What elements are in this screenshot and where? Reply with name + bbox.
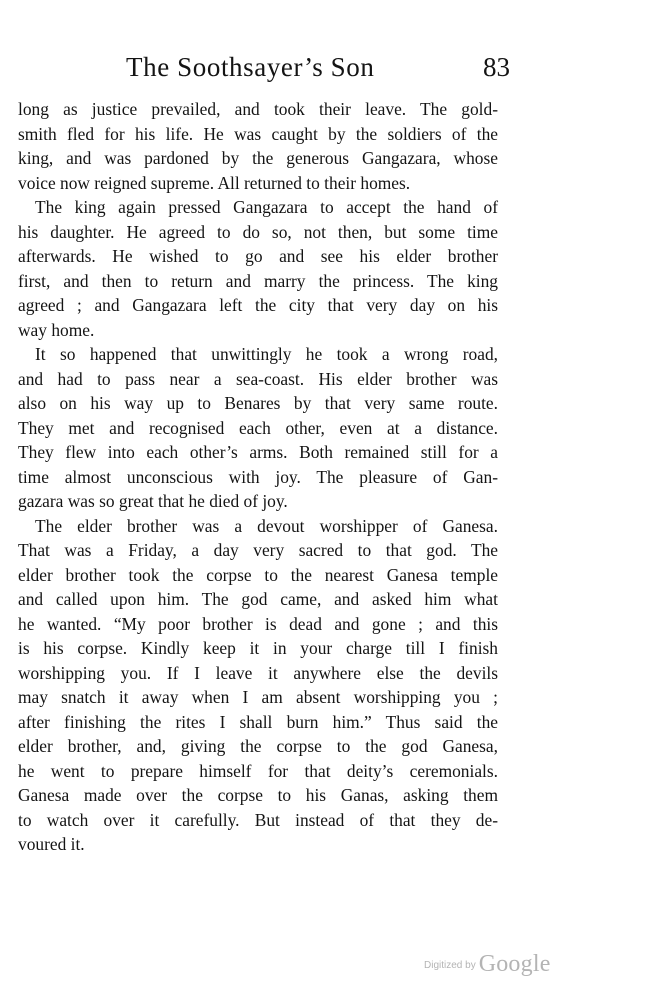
text-line: The elder brother was a devout worshipper of Ganesa. bbox=[35, 515, 498, 536]
page-number: 83 bbox=[483, 52, 510, 82]
running-head bbox=[18, 52, 510, 92]
text-line: after finishing the rites I shall burn him.” Thus said the bbox=[18, 711, 498, 732]
text-line: Ganesa made over the corpse to his Ganas, asking them bbox=[18, 785, 498, 805]
text-line: elder brother, and, giving the corpse to the god Ganesa, bbox=[18, 736, 498, 756]
body-text bbox=[18, 97, 498, 857]
text-line: It so happened that unwittingly he took a wrong road, bbox=[35, 344, 498, 364]
digitized-by-google-watermark bbox=[424, 951, 551, 978]
text-line: The king again pressed Gangazara to accept the hand of bbox=[35, 197, 498, 217]
text-line: he went to prepare himself for that deity’s ceremonials. bbox=[18, 760, 498, 781]
text-line: worshipping you. If I leave it anywhere else the devils bbox=[18, 662, 498, 683]
text-line: They flew into each other’s arms. Both remained still for a bbox=[18, 442, 498, 462]
text-line: to watch over it carefully. But instead of that they de- bbox=[18, 809, 498, 830]
text-line: voured it. bbox=[18, 834, 85, 854]
text-line: They met and recognised each other, even at a distance. bbox=[18, 417, 498, 438]
running-title: The Soothsayer’s Son bbox=[126, 52, 375, 82]
text-line: long as justice prevailed, and took their leave. The gold- bbox=[18, 99, 498, 119]
text-line: agreed ; and Gangazara left the city that very day on his bbox=[18, 295, 498, 315]
text-line: king, and was pardoned by the generous Gangazara, whose bbox=[18, 148, 498, 168]
text-line: also on his way up to Benares by that very same route. bbox=[18, 393, 498, 413]
text-line: is his corpse. Kindly keep it in your charge till I finish bbox=[18, 638, 498, 658]
paragraph bbox=[18, 342, 498, 514]
text-line: he wanted. “My poor brother is dead and gone ; and this bbox=[18, 613, 498, 634]
text-line: way home. bbox=[18, 319, 95, 340]
text-line: afterwards. He wished to go and see his elder brother bbox=[18, 246, 498, 266]
text-line: and had to pass near a sea-coast. His elder brother was bbox=[18, 368, 498, 389]
text-line: his daughter. He agreed to do so, not then, but some time bbox=[18, 221, 498, 242]
paragraph bbox=[18, 195, 498, 342]
text-line: voice now reigned supreme. All returned to their homes. bbox=[18, 172, 411, 193]
text-line: elder brother took the corpse to the nearest Ganesa temple bbox=[18, 564, 498, 585]
text-line: first, and then to return and marry the princess. The king bbox=[18, 270, 498, 291]
text-line: time almost unconscious with joy. The pleasure of Gan- bbox=[18, 466, 498, 487]
paragraph bbox=[18, 97, 498, 195]
text-line: and called upon him. The god came, and asked him what bbox=[18, 589, 498, 609]
text-line: That was a Friday, a day very sacred to that god. The bbox=[18, 540, 498, 560]
google-logo: Google bbox=[478, 951, 551, 977]
paragraph bbox=[18, 514, 498, 857]
text-line: gazara was so great that he died of joy. bbox=[18, 491, 288, 511]
text-line: may snatch it away when I am absent worshipping you ; bbox=[18, 687, 498, 707]
watermark-prefix: Digitized by bbox=[424, 960, 476, 971]
text-line: smith fled for his life. He was caught by the soldiers of the bbox=[18, 123, 498, 144]
